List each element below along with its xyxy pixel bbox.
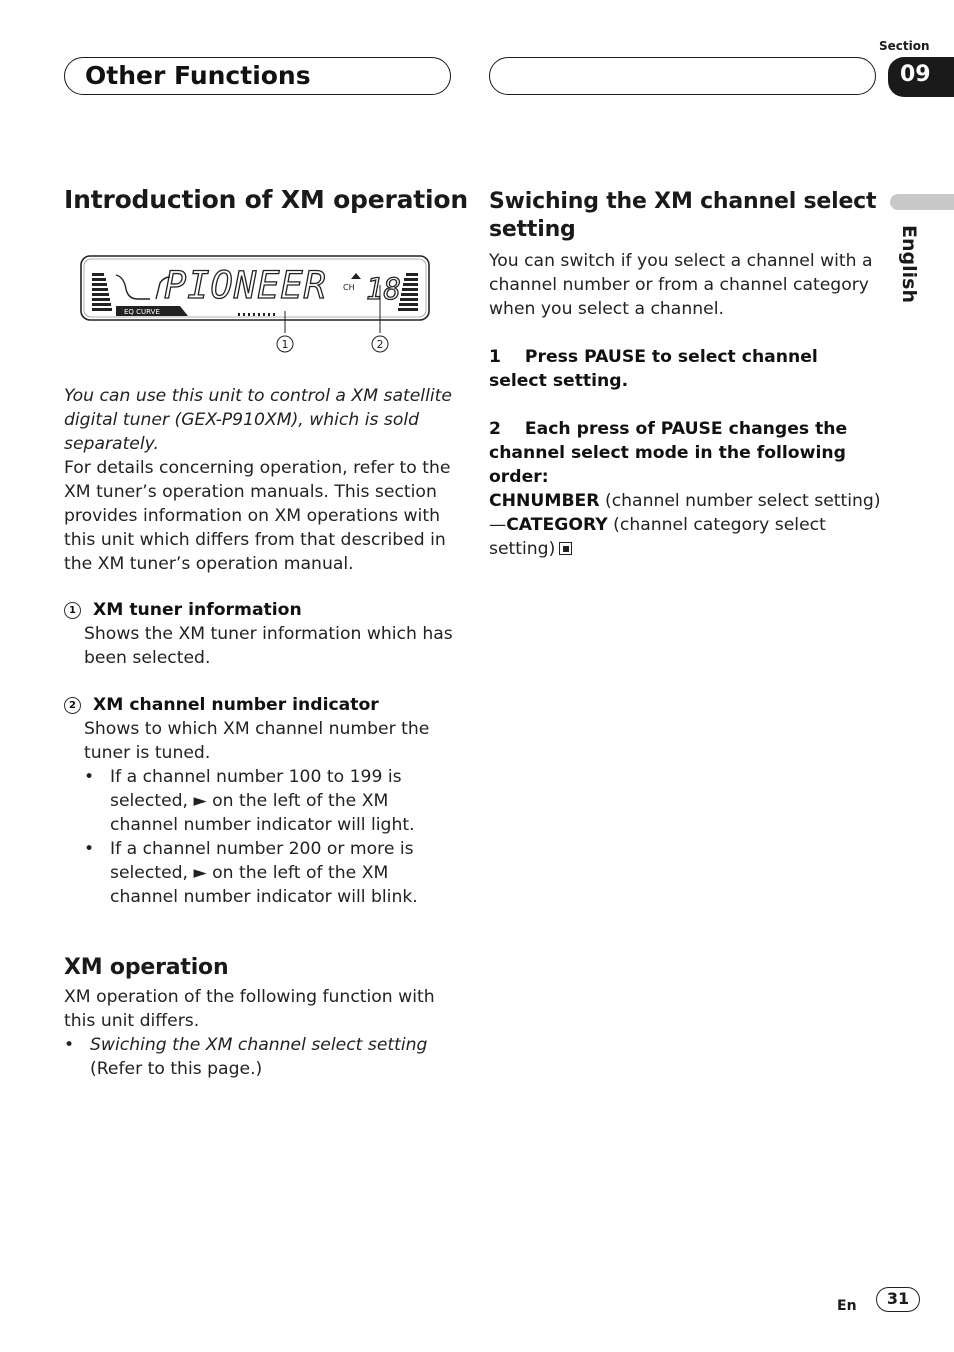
page-number: 31: [876, 1287, 920, 1312]
item-2-block: [64, 693, 456, 909]
display-brand-text: PIONEER: [164, 264, 327, 307]
eq-curve-label: EQ CURVE: [124, 308, 160, 316]
item-1-number: 1: [64, 602, 81, 619]
section-title: Other Functions: [85, 61, 311, 90]
item-1-title: XM tuner information: [93, 600, 302, 620]
item-2-title: XM channel number indicator: [93, 695, 379, 715]
callout-1: 1: [281, 338, 289, 351]
switching-order: [489, 489, 881, 561]
item-1-block: [64, 598, 456, 670]
switching-step-2: 2 Each press of PAUSE changes the channel select mode in the following order:: [489, 419, 854, 487]
language-label: English: [898, 225, 920, 303]
header-right-pill: [489, 57, 876, 95]
xm-operation-bullet-link: • Swiching the XM channel select setting: [90, 1035, 428, 1055]
switching-heading: Swiching the XM channel select setting: [489, 189, 877, 242]
xm-operation-body: XM operation of the following function with this unit differs.: [64, 987, 435, 1031]
intro-body-paragraph: For details concerning operation, refer to the XM tuner’s operation manuals. This section provides information on XM operations with this unit which differs from that described in the XM tuner’s operation manual.: [64, 458, 451, 574]
order-chnumber-desc: (channel number select setting): [599, 491, 881, 511]
xm-operation-block: [64, 954, 456, 1081]
intro-text-block: [64, 384, 456, 576]
order-dash: —: [489, 515, 507, 535]
header-left-pill: [64, 57, 451, 95]
item-1-desc: Shows the XM tuner information which has been selected.: [84, 624, 453, 668]
order-category: CATEGORY: [506, 515, 608, 535]
language-tab: [890, 194, 954, 210]
head-unit-display-svg: [80, 255, 432, 355]
intro-italic-paragraph: You can use this unit to control a XM satellite digital tuner (GEX-P910XM), which is sold separately.: [64, 386, 452, 454]
channel-digits: 18: [366, 272, 401, 306]
intro-heading: Introduction of XM operation: [64, 185, 468, 214]
ch-label: CH: [343, 283, 355, 292]
switching-block: [489, 188, 881, 561]
switching-body: You can switch if you select a channel with a channel number or from a channel category when you select a channel.: [489, 251, 873, 319]
item-2-desc: Shows to which XM channel number the tuner is tuned.: [84, 719, 430, 763]
callout-2: 2: [376, 338, 384, 351]
section-label: Section: [879, 39, 930, 53]
bullet-item: • If a channel number 200 or more is selected, ► on the left of the XM channel number indicator will blink.: [84, 837, 434, 909]
section-number-badge: 09: [888, 57, 954, 97]
switching-step-1: 1 Press PAUSE to select channel select setting.: [489, 347, 824, 391]
footer-lang-code: En: [837, 1298, 857, 1314]
bullet-item: • If a channel number 100 to 199 is selected, ► on the left of the XM channel number indicator will light.: [84, 765, 434, 837]
item-2-number: 2: [64, 697, 81, 714]
xm-operation-bullet-ref: (Refer to this page.): [90, 1059, 263, 1079]
order-chnumber: CHNUMBER: [489, 491, 600, 511]
end-mark-icon: [559, 542, 572, 555]
xm-operation-heading: XM operation: [64, 955, 229, 980]
order-category-desc: (channel category select setting): [489, 515, 826, 559]
display-illustration: [80, 255, 432, 355]
